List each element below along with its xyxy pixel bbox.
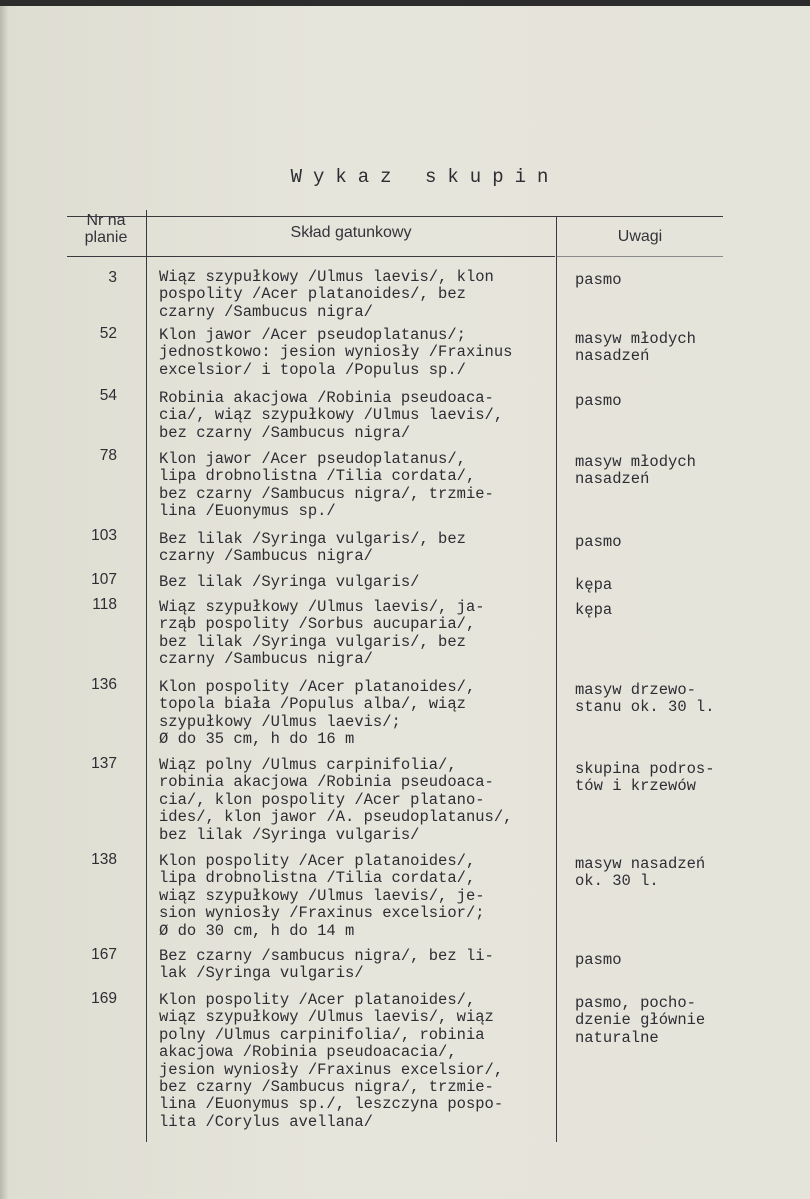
row-uwagi: masyw młodych nasadzeń <box>575 330 696 366</box>
row-uwagi: skupina podros- tów i krzewów <box>575 760 715 796</box>
row-sklad: Klon jawor /Acer pseudoplatanus/, lipa drobnolistna /Tilia cordata/, bez czarny /Sambucus nigra/, trzmie- lina /Euonymus sp./ <box>159 450 494 521</box>
row-nr: 137 <box>91 755 117 772</box>
row-uwagi: pasmo <box>575 533 622 551</box>
row-nr: 78 <box>99 447 117 464</box>
row-nr: 103 <box>91 527 117 544</box>
header-bottom-rule <box>67 256 555 257</box>
row-sklad: Wiąz szypułkowy /Ulmus laevis/, ja- rząb pospolity /Sorbus aucuparia/, bez lilak /Syringa vulgaris/, bez czarny /Sambucus nigra/ <box>159 598 485 669</box>
row-sklad: Wiąz szypułkowy /Ulmus laevis/, klon pospolity /Acer platanoides/, bez czarny /Sambucus nigra/ <box>159 268 494 321</box>
row-nr: 167 <box>91 946 117 963</box>
row-sklad: Klon pospolity /Acer platanoides/, topola biała /Populus alba/, wiąz szypułkowy /Ulmus laevis/; Ø do 35 cm, h do 16 m <box>159 678 476 749</box>
row-uwagi: masyw nasadzeń ok. 30 l. <box>575 855 706 891</box>
row-sklad: Bez czarny /sambucus nigra/, bez li- lak /Syringa vulgaris/ <box>159 947 494 983</box>
header-nr-line1: Nr na <box>86 212 126 229</box>
header-nr <box>67 212 145 246</box>
row-nr: 136 <box>91 676 117 693</box>
row-uwagi: kępa <box>575 576 613 594</box>
row-uwagi: pasmo, pocho- dzenie głównie naturalne <box>575 994 706 1047</box>
row-nr: 54 <box>99 387 117 404</box>
row-uwagi: pasmo <box>575 271 622 289</box>
table-top-rule <box>67 216 723 217</box>
row-sklad: Klon jawor /Acer pseudoplatanus/; jednostkowo: jesion wyniosły /Fraxinus excelsior/ i topola /Populus sp./ <box>159 326 513 379</box>
row-sklad: Bez lilak /Syringa vulgaris/ <box>159 573 420 591</box>
column-divider-1 <box>146 210 147 1142</box>
row-nr: 3 <box>108 269 117 286</box>
row-sklad: Bez lilak /Syringa vulgaris/, bez czarny /Sambucus nigra/ <box>159 530 466 566</box>
row-nr: 138 <box>91 851 117 868</box>
row-uwagi: pasmo <box>575 951 622 969</box>
row-sklad: Klon pospolity /Acer platanoides/, lipa drobnolistna /Tilia cordata/, wiąz szypułkowy /Ulmus laevis/, je- sion wyniosły /Fraxinus excelsior/; Ø do 30 cm, h do 14 m <box>159 852 485 940</box>
header-sklad: Skład gatunkowy <box>290 224 412 241</box>
row-nr: 118 <box>92 596 117 613</box>
row-nr: 107 <box>91 571 117 588</box>
column-divider-2 <box>556 216 557 1142</box>
page-title: Wykaz skupin <box>290 166 560 188</box>
row-uwagi: masyw drzewo- stanu ok. 30 l. <box>575 681 715 717</box>
row-nr: 169 <box>91 990 117 1007</box>
header-nr-line2: planie <box>84 229 128 246</box>
row-sklad: Robinia akacjowa /Robinia pseudoaca- cia/, wiąz szypułkowy /Ulmus laevis/, bez czarny /Sambucus nigra/ <box>159 389 504 442</box>
header-uwagi: Uwagi <box>617 228 663 245</box>
row-nr: 52 <box>99 325 117 342</box>
row-sklad: Wiąz polny /Ulmus carpinifolia/, robinia akacjowa /Robinia pseudoaca- cia/, klon pospolity /Acer platano- ides/, klon jawor /A. pseudoplatanus/, bez lilak /Syringa vulgaris/ <box>159 756 513 844</box>
row-uwagi: masyw młodych nasadzeń <box>575 453 696 489</box>
row-uwagi: pasmo <box>575 392 622 410</box>
row-sklad: Klon pospolity /Acer platanoides/, wiąz szypułkowy /Ulmus laevis/, wiąz polny /Ulmus carpinifolia/, robinia akacjowa /Robinia pseudoacacia/, jesion wyniosły /Fraxinus excelsior/, bez czarny /Sambucus nigra/, trzmie- lina /Euonymus sp./, leszczyna pospo- lita /Corylus avellana/ <box>159 991 504 1131</box>
row-uwagi: kępa <box>575 601 613 619</box>
header-bottom-rule-uwagi <box>557 256 723 257</box>
